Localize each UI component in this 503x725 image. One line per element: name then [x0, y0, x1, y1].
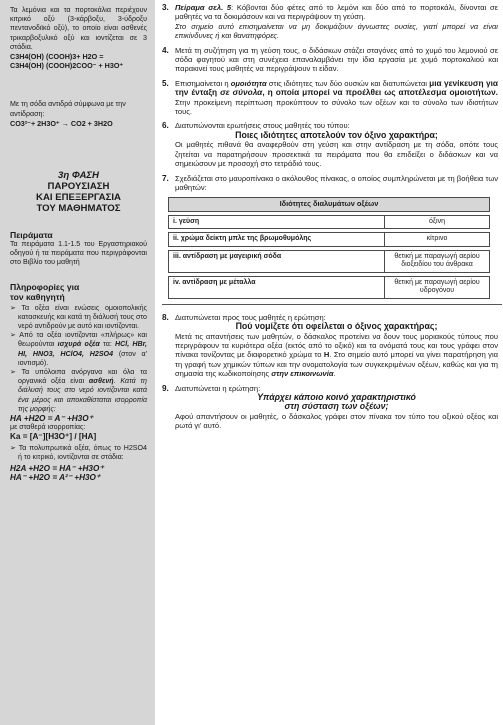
- table-property: iv. αντίδραση με μέταλλα: [169, 276, 385, 298]
- item-8-text: [175, 332, 498, 379]
- main-content: [162, 0, 498, 431]
- equilibrium-const-text: με σταθερά ισορροπίας:: [10, 423, 86, 432]
- item-7: [162, 174, 498, 193]
- item-9-intro: Διατυπώνεται η ερώτηση:: [175, 383, 261, 393]
- table-row: [169, 250, 490, 272]
- safety-note: Στο σημείο αυτό επισημαίνεται να μη δοκιμάζουν άγνωστες ουσίες, γιατί μπορεί να είναι επικίνδυνες ή και θανατηφόρες.: [175, 21, 498, 41]
- weak-acids-term: ασθενή: [88, 377, 114, 386]
- bullet-covalent: ➢ Τα οξέα είναι ενώσεις ομοιοπολικής κατασκευής και κατά τη διάλυσή τους στο νερό αντιδρούν με αυτό και ιοντίζονται.: [10, 303, 147, 331]
- question-common-feature-2: στη σύσταση των οξέων;: [284, 401, 389, 412]
- item-number: 4.: [162, 45, 169, 55]
- soda-reaction-text: Με τη σόδα αντιδρά σύμφωνα με την αντίδραση:: [10, 100, 126, 118]
- phase-subtitle-2: ΚΑΙ ΕΠΕΞΕΡΓΑΣΙΑ: [36, 192, 121, 204]
- table-value: θετική με παραγωγή αερίου διοξειδίου του άνθρακα: [385, 250, 490, 272]
- strong-acids-term: ισχυρά οξέα: [57, 340, 100, 349]
- divider: [162, 304, 502, 305]
- item-6-intro: Διατυπώνονται ερωτήσεις στους μαθητές του τύπου:: [175, 121, 350, 131]
- table-value: θετική με παραγωγή αερίου υδρογόνου: [385, 276, 490, 298]
- item-8-intro: Διατυπώνεται προς τους μαθητές η ερώτηση:: [175, 312, 326, 322]
- table-property: ii. χρώμα δείκτη μπλε της βρωμοθυμόλης: [169, 233, 385, 247]
- item-number: 8.: [162, 312, 169, 322]
- phase-subtitle-1: ΠΑΡΟΥΣΙΑΣΗ: [47, 181, 110, 193]
- acid-properties-table: [168, 197, 490, 299]
- item-5: [162, 79, 498, 117]
- item-4: [162, 46, 498, 74]
- table-row: [169, 276, 490, 298]
- experiments-text: Τα πειράματα 1.1-1.5 του Εργαστηριακού οδηγού ή τα πειράματα που περιγράφονται στο Βιβλίο του μαθητή: [10, 240, 147, 267]
- communication-term: στην επικοινωνία: [271, 369, 334, 379]
- item-3-text: [175, 3, 498, 22]
- item-number: 6.: [162, 121, 169, 131]
- info-heading-1: Πληροφορίες για: [10, 281, 80, 292]
- item-9-text: Αφού απαντήσουν οι μαθητές, ο δάσκαλος γράφει στον πίνακα τον τύπο του οξικού οξέος και ρωτά γι' αυτό.: [175, 411, 498, 431]
- question-common-feature-1: Υπάρχει κάποιο κοινό χαρακτηριστικό: [257, 392, 416, 403]
- sidebar-notes: [0, 0, 155, 725]
- item-7-text: Σχεδιάζεται στο μαυροπίνακα ο ακόλουθος πίνακας, ο οποίος συμπληρώνεται με τη βοήθεια των μαθητών:: [175, 173, 498, 192]
- equation-h2a-1: H2A +H2O = HA⁻ +H3O⁺: [10, 464, 104, 474]
- experiment-page-ref: Πείραμα σελ. 5: [175, 3, 232, 12]
- table-value: όξινη: [385, 215, 490, 229]
- item-number: 5.: [162, 78, 169, 88]
- equation-citric-1a: C3H4(OH) (COOH)3+ H2O =: [10, 52, 104, 62]
- bullet-weak-post: . Κατά τη διάλυσή τους στο νερό ιοντίζονται κατά ένα μέρος και αποκαθίσταται ισορροπία της μορφής:: [18, 377, 147, 413]
- item-5-pre: Επισημαίνεται η: [175, 78, 231, 88]
- item-5-post: Στην προκείμενη περίπτωση προκύπτουν το σύνολο των οξέων και το σύνολο των ιδιοτήτων τους.: [175, 97, 498, 117]
- bullet-weak-pre: ➢ Τα υπόλοιπα ανόργανα και όλα τα οργανικά οξέα είναι: [10, 368, 147, 386]
- item-number: 7.: [162, 173, 169, 183]
- equation-h2a-2: HA⁻ +H2O = A²⁻ +H3O⁺: [10, 473, 101, 483]
- bullet-strong-post: (στον α' ιοντισμό).: [18, 349, 147, 367]
- bullet-strong-mid: τα:: [99, 340, 116, 349]
- item-5-mid: στις ιδιότητες των δύο ουσιών και διατυπώνεται: [266, 78, 430, 88]
- item-8-post: .: [333, 369, 336, 379]
- equation-weak-acid: HA +H2O = A⁻ +H3O⁺: [10, 414, 93, 424]
- bullet-strong-pre: ➢ Από τα οξέα ιοντίζονται «πλήρως» και θεωρούνται: [10, 331, 147, 349]
- citric-acid-intro: Τα λεμόνια και τα πορτοκάλια περιέχουν κιτρικό οξύ (3-κάρβοξυ, 3-ύδροξυ πεντανοδιϊκό οξύ), το οποίο είναι ασθενές τρικαρβοξυλικό οξύ και ιοντίζεται σε 3 στάδια.: [10, 6, 147, 51]
- equation-citric-1b: C3H4(OH) (COOH)2COO⁻ + H3O⁺: [10, 61, 124, 71]
- similarity-term: ομοιότητα: [230, 78, 267, 88]
- similarity-result: , η οποία μπορεί να προέλθει ως αποτέλεσμα ομοιοτήτων.: [262, 87, 498, 98]
- item-3: [162, 3, 498, 41]
- item-3-body: : Κόβονται δύο φέτες από το λεμόνι και δύο από το πορτοκάλι, δίνονται σε μαθητές να τα δοκιμάσουν και να περιγράψουν τη γεύση.: [175, 3, 498, 22]
- phase-subtitle-3: ΤΟΥ ΜΑΘΗΜΑΤΟΣ: [36, 203, 121, 215]
- item-8-mid: . Στο σημείο αυτό μπορεί να γίνει παρατήρηση για τη γραφή των χημικών τύπων και την ονοματολογία των συγκεκριμένων οξέων, καθώς και για τη σημασία της κωδικοποίησης: [175, 350, 498, 379]
- equation-soda: CO3²⁻+ 2H3O⁺ → CO2 + 3H2O: [10, 118, 113, 128]
- item-9: [162, 384, 498, 431]
- question-acidic-properties: Ποιες ιδιότητες αποτελούν τον όξινο χαρακτήρα;: [235, 129, 438, 140]
- item-number: 3.: [162, 3, 169, 12]
- item-8-pre: Μετά τις απαντήσεις των μαθητών, ο δάσκαλος προτείνει να δουν τους μοριακούς τύπους που περιγράφουν τα κυριότερα οξέα (εκτός από το οξικό) και τα ονόματά τους και τους γράφει στον πίνακα τονίζοντας με διαφορετικό χρώμα το: [175, 331, 498, 360]
- bullet-polyprotic: ➢ Τα πολυπρωτικά οξέα, όπως το H2SO4 ή το κιτρικό, ιοντίζονται σε στάδια:: [10, 443, 147, 461]
- table-property: iii. αντίδραση με μαγειρική σόδα: [169, 250, 385, 272]
- item-8: [162, 313, 498, 379]
- item-number: 9.: [162, 383, 169, 393]
- table-row: [169, 215, 490, 229]
- ka-expression: Ka = [A⁻][H3O⁺] / [HA]: [10, 432, 97, 442]
- info-heading-2: τον καθηγητή: [10, 291, 65, 302]
- experiments-heading: Πειράματα: [10, 230, 53, 241]
- phase-title: 3η ΦΑΣΗ: [57, 170, 99, 182]
- table-property: i. γεύση: [169, 215, 385, 229]
- table-header: Ιδιότητες διαλυμάτων οξέων: [169, 198, 490, 212]
- question-acidic-cause: Πού νομίζετε ότι οφείλεται ο όξινος χαρακτήρας;: [235, 321, 438, 332]
- bullet-weak-acids: [10, 368, 147, 414]
- item-6: [162, 121, 498, 168]
- item-5-text: [175, 79, 498, 117]
- item-4-text: Μετά τη συζήτηση για τη γεύση τους, ο διδάσκων στάζει σταγόνες από το χυμό του λεμονιού σε σόδα φαγητού και στη συνέχεια επαναλαμβάνει την ίδια εργασία με χυμό πορτοκαλιού και παρακινεί τους μαθητές να περιγράψουν τι είδαν.: [175, 45, 498, 74]
- generalization-term: μια γενίκευση για την ένταξη: [175, 77, 498, 98]
- sets-term: σε σύνολα: [220, 87, 263, 98]
- table-row: [169, 233, 490, 247]
- hydrogen-symbol: Η: [323, 350, 330, 360]
- bullet-strong-acids: [10, 331, 147, 368]
- strong-acids-list: HCl, HBr, HI, HNO3, HClO4, H2SO4: [18, 340, 147, 358]
- item-6-text: Οι μαθητές πιθανά θα αναφερθούν στη γεύση και στην αντίδραση με τη σόδα, οπότε τους ζητείται να παρατηρήσουν προσεκτικά τα πειράματα που θα επιδείξει ο διδάσκων και να σημειώσουν με προσοχή στο τετράδιό τους.: [175, 140, 498, 169]
- table-value: κίτρινο: [385, 233, 490, 247]
